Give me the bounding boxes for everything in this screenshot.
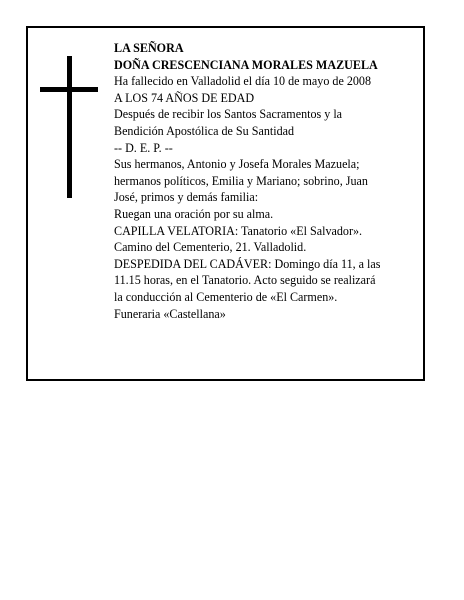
rip-line: -- D. E. P. --	[114, 140, 173, 155]
chapel-line-1: CAPILLA VELATORIA: Tanatorio «El Salvador».	[114, 223, 363, 238]
chapel-line-2: Camino del Cementerio, 21. Valladolid.	[114, 240, 307, 255]
farewell-line-3: la conducción al Cementerio de «El Carmen».	[114, 289, 338, 304]
prayer-line: Ruegan una oración por su alma.	[114, 206, 274, 221]
deceased-name: DOÑA CRESCENCIANA MORALES MAZUELA	[114, 57, 378, 72]
farewell-line-1: DESPEDIDA DEL CADÁVER: Domingo día 11, a las	[114, 256, 381, 271]
sacraments-line: Después de recibir los Santos Sacramentos y la	[114, 107, 343, 122]
cross-icon	[40, 56, 98, 198]
heading-title: LA SEÑORA	[114, 41, 184, 55]
notice-text	[114, 40, 419, 322]
cross-vertical-bar	[67, 56, 72, 198]
obituary-notice	[26, 26, 425, 381]
farewell-line-2: 11.15 horas, en el Tanatorio. Acto seguido se realizará	[114, 273, 376, 288]
cross-horizontal-bar	[40, 87, 98, 92]
family-line-2: hermanos políticos, Emilia y Mariano; sobrino, Juan	[114, 173, 368, 188]
funeral-home-line: Funeraria «Castellana»	[114, 306, 226, 321]
death-date-line: Ha fallecido en Valladolid el día 10 de mayo de 2008	[114, 74, 372, 89]
family-line-1: Sus hermanos, Antonio y Josefa Morales Mazuela;	[114, 157, 360, 172]
blessing-line: Bendición Apostólica de Su Santidad	[114, 123, 295, 138]
age-line: A LOS 74 AÑOS DE EDAD	[114, 90, 255, 105]
family-line-3: José, primos y demás familia:	[114, 190, 259, 205]
